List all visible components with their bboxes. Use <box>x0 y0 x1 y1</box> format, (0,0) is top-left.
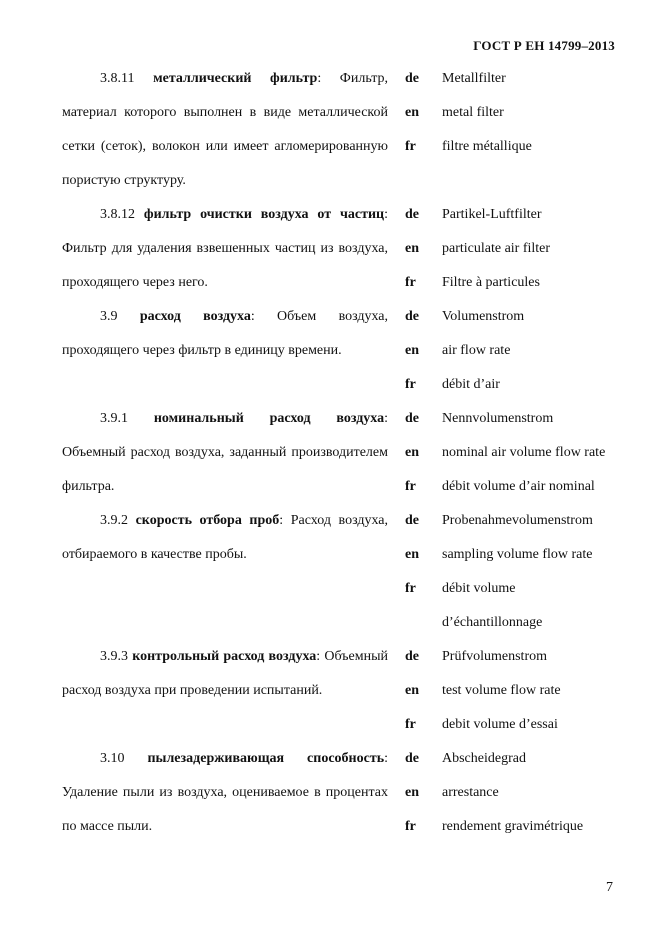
page-number: 7 <box>606 880 613 895</box>
translations <box>405 402 645 504</box>
translation-en <box>405 334 645 368</box>
translation-text: débit d’air <box>442 377 500 392</box>
language-code: de <box>405 207 419 222</box>
entry-number: 3.8.11 <box>100 71 135 86</box>
translation-fr <box>405 810 645 844</box>
entry-number: 3.9.2 <box>100 513 128 528</box>
entry-number: 3.9.1 <box>100 411 128 426</box>
definition <box>62 198 388 300</box>
translation-fr <box>405 368 645 402</box>
entry-number: 3.9 <box>100 309 118 324</box>
definition-text: : Объемный расход воздуха при проведении испытаний. <box>62 649 388 698</box>
definition-text: : Фильтр, материал которого выполнен в виде металлической сетки (сеток), волокон или имеет агломерированную пористую структуру. <box>62 71 388 188</box>
definition <box>62 640 388 708</box>
term: пылезадерживающая способность <box>147 751 385 766</box>
translation-text: sampling volume flow rate <box>442 547 593 562</box>
translation-en <box>405 674 645 708</box>
translation-text: Nennvolumenstrom <box>442 411 554 426</box>
language-code: en <box>405 683 419 698</box>
translation-fr <box>405 266 645 300</box>
definition-text: : Фильтр для удаления взвешенных частиц из воздуха, проходящего через него. <box>62 207 389 290</box>
language-code: fr <box>405 275 416 290</box>
translation-fr <box>405 130 645 164</box>
translation-text: arrestance <box>442 785 499 800</box>
translation-en <box>405 232 645 266</box>
entry-number: 3.9.3 <box>100 649 128 664</box>
translation-text: particulate air filter <box>442 241 551 256</box>
language-code: fr <box>405 479 416 494</box>
translation-de <box>405 62 645 96</box>
translation-de <box>405 742 645 776</box>
translations <box>405 504 645 640</box>
language-code: fr <box>405 717 416 732</box>
term: фильтр очистки воздуха от частиц <box>143 207 385 222</box>
translations <box>405 742 645 844</box>
translation-en <box>405 96 645 130</box>
language-code: fr <box>405 581 416 596</box>
translation-text: metal filter <box>442 105 504 120</box>
translations <box>405 640 645 742</box>
language-code: en <box>405 445 419 460</box>
language-code: de <box>405 71 419 86</box>
language-code: en <box>405 241 419 256</box>
translation-text: Prüfvolumenstrom <box>442 649 547 664</box>
translation-text: air flow rate <box>442 343 511 358</box>
translation-de <box>405 300 645 334</box>
translation-text: debit volume d’essai <box>442 717 558 732</box>
translation-fr <box>405 572 645 606</box>
term: металлический фильтр <box>153 71 318 86</box>
translation-continuation: d’échantillonnage <box>442 615 543 630</box>
translation-text: Metallfilter <box>442 71 506 86</box>
definition <box>62 300 388 368</box>
definition <box>62 504 388 572</box>
language-code: fr <box>405 819 416 834</box>
language-code: en <box>405 105 419 120</box>
term: расход воздуха <box>139 309 251 324</box>
language-code: en <box>405 343 419 358</box>
translation-en <box>405 436 645 470</box>
translations <box>405 198 645 300</box>
translation-de <box>405 402 645 436</box>
translation-text: filtre métallique <box>442 139 532 154</box>
document-header: ГОСТ Р ЕН 14799–2013 <box>473 38 615 53</box>
language-code: de <box>405 309 419 324</box>
language-code: de <box>405 513 419 528</box>
definition-text: : Удаление пыли из воздуха, оцениваемое в процентах по массе пыли. <box>62 751 388 834</box>
definition <box>62 742 388 844</box>
translation-en <box>405 776 645 810</box>
language-code: fr <box>405 139 416 154</box>
entry-number: 3.8.12 <box>100 207 135 222</box>
translation-text: débit volume d’air nominal <box>442 479 595 494</box>
definition-text: : Объемный расход воздуха, заданный производителем фильтра. <box>62 411 389 494</box>
term: контрольный расход воздуха <box>132 649 317 664</box>
language-code: de <box>405 411 419 426</box>
definition <box>62 402 388 504</box>
term: скорость отбора проб <box>135 513 280 528</box>
translation-en <box>405 538 645 572</box>
language-code: fr <box>405 377 416 392</box>
translation-text: test volume flow rate <box>442 683 561 698</box>
translation-text: Volumenstrom <box>442 309 525 324</box>
definition-text: : Расход воздуха, отбираемого в качестве пробы. <box>62 513 388 562</box>
language-code: de <box>405 649 419 664</box>
language-code: de <box>405 751 419 766</box>
translations <box>405 62 645 164</box>
translation-text: Partikel-Luftfilter <box>442 207 542 222</box>
definition <box>62 62 388 198</box>
language-code: en <box>405 547 419 562</box>
translation-fr <box>405 708 645 742</box>
definition-text: : Объем воздуха, проходящего через фильтр в единицу времени. <box>62 309 389 358</box>
translation-de <box>405 198 645 232</box>
language-code: en <box>405 785 419 800</box>
entry-number: 3.10 <box>100 751 125 766</box>
translations <box>405 300 645 402</box>
translation-fr <box>405 470 645 504</box>
translation-text: Filtre à particules <box>442 275 540 290</box>
translation-text: rendement gravimétrique <box>442 819 584 834</box>
term: номинальный расход воздуха <box>153 411 385 426</box>
translation-text: Abscheidegrad <box>442 751 526 766</box>
translation-text: débit volume <box>442 581 516 596</box>
translation-de <box>405 640 645 674</box>
translation-de <box>405 504 645 538</box>
translation-text: nominal air volume flow rate <box>442 445 606 460</box>
translation-text: Probenahmevolumenstrom <box>442 513 593 528</box>
